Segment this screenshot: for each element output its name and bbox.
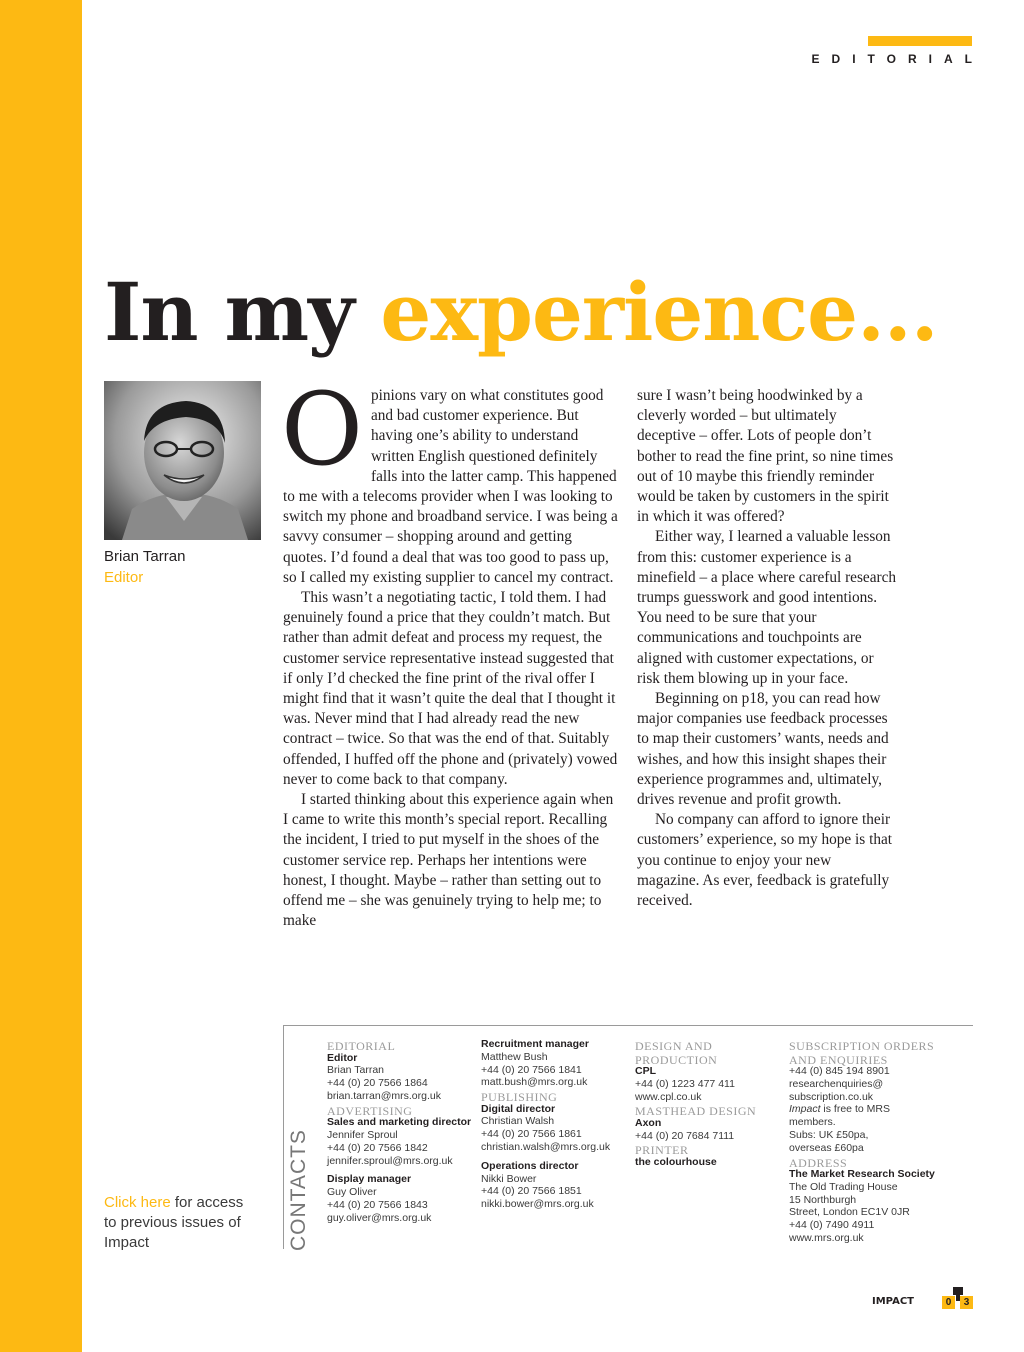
article-paragraph: This wasn’t a negotiating tactic, I told them. I had genuinely found a price that they couldn’t match. But rather than admit defeat and process my request, the customer service representative instead suggested that if only I’d checked the fine print of the rival offer I might find that it wasn’t quite the deal that I thought it was. Never mind that I had already read the new contract – twice. So that was the end of that. Suitably offended, I huffed off the phone and (privately) vowed never to come back to that company.: [283, 589, 618, 788]
contacts-rule-top: [283, 1025, 973, 1026]
contacts-column-subscriptions: [789, 1038, 939, 1245]
contacts-heading: MASTHEAD DESIGN: [635, 1104, 757, 1119]
subscription-note: members.: [789, 1116, 836, 1129]
contact-email[interactable]: matt.bush@mrs.org.uk: [481, 1076, 588, 1089]
contact-email[interactable]: researchenquiries@: [789, 1077, 884, 1090]
archive-text: for access to previous issues of Impact: [104, 1194, 244, 1251]
contact-email[interactable]: nikki.bower@mrs.org.uk: [481, 1198, 594, 1211]
contacts-heading: PUBLISHING: [481, 1090, 558, 1105]
page-digit: 0: [942, 1296, 955, 1309]
contact-role: Recruitment manager: [481, 1038, 589, 1050]
contacts-heading: DESIGN AND: [635, 1039, 713, 1053]
folio-brand: IMPACT: [872, 1296, 914, 1307]
article-paragraph: No company can afford to ignore their customers’ experience, so my hope is that you continue to enjoy your new magazine. As ever, feedback is gratefully received.: [637, 811, 893, 910]
contact-phone: +44 (0) 20 7684 7111: [635, 1129, 735, 1142]
contact-phone: +44 (0) 20 7566 1851: [481, 1185, 582, 1198]
contact-email[interactable]: subscription.co.uk: [789, 1090, 874, 1103]
article-column-1: [281, 371, 618, 931]
contacts-heading: PRINTER: [635, 1143, 689, 1158]
contact-email[interactable]: guy.oliver@mrs.org.uk: [327, 1211, 432, 1224]
contact-name: Guy Oliver: [327, 1186, 377, 1199]
article-paragraph: Beginning on p18, you can read how major companies use feedback processes to map their customers’ wants, needs and wishes, and how this insight shapes their experience programmes and, ultimately, drives revenue and profit growth.: [637, 690, 889, 809]
contact-name: Matthew Bush: [481, 1050, 548, 1063]
contacts-heading: ADVERTISING: [327, 1103, 413, 1118]
contact-company: Axon: [635, 1116, 662, 1129]
contact-phone: +44 (0) 7490 4911: [789, 1219, 875, 1232]
article-paragraph: I started thinking about this experience again when I came to write this month’s special report. Recalling the incident, I tried to put myself in the shoes of the customer service rep. Perhaps her intentions were honest, I thought. Maybe – rather than setting out to offend me – she was genuinely trying to help me; to make: [283, 791, 614, 930]
subscription-price: overseas £60pa: [789, 1141, 864, 1154]
contact-phone: +44 (0) 20 7566 1861: [481, 1128, 582, 1141]
article-paragraph: pinions vary on what constitutes good and bad customer experience. But having one’s ability to understand written English questioned definitely falls into the latter camp. This happened to me with a telecoms provider when I was looking to switch my phone and broadband service. I was being a savvy consumer – shopping around and getting quotes. I’d found a deal that was too good to pass up, so I called my existing supplier to cancel my contract.: [283, 387, 618, 586]
contact-role: Display manager: [327, 1173, 412, 1186]
t-mark-stem: [956, 1293, 960, 1301]
contact-name: Brian Tarran: [327, 1064, 385, 1077]
contacts-heading: ADDRESS: [789, 1155, 848, 1170]
contact-company: CPL: [635, 1065, 656, 1077]
contact-phone: +44 (0) 20 7566 1864: [327, 1077, 428, 1090]
contacts-column-production: [635, 1038, 785, 1169]
subscription-price: Subs: UK £50pa,: [789, 1128, 869, 1141]
contact-role: Editor: [327, 1051, 358, 1064]
article-paragraph: sure I wasn’t being hoodwinked by a cleverly worded – but ultimately deceptive – offer. Lots of people don’t bother to read the fine print, so nine times out of 10 maybe this friendly reminder would be taken by customers in the spirit in which it was offered?: [637, 387, 894, 526]
contact-name: Jennifer Sproul: [327, 1128, 398, 1141]
contacts-heading: EDITORIAL: [327, 1039, 396, 1053]
contact-name: Nikki Bower: [481, 1172, 537, 1185]
side-color-band: [0, 0, 82, 1352]
contact-phone: +44 (0) 1223 477 411: [635, 1077, 735, 1090]
drop-cap: O: [281, 371, 363, 488]
contact-web[interactable]: www.mrs.org.uk: [789, 1232, 864, 1245]
editor-name: Brian Tarran: [104, 548, 186, 565]
contact-role: Digital director: [481, 1102, 556, 1115]
section-label: EDITORIAL: [811, 52, 984, 66]
contact-phone: +44 (0) 20 7566 1841: [481, 1063, 582, 1076]
contacts-heading: PRODUCTION: [635, 1052, 718, 1067]
contacts-rule-left: [283, 1025, 284, 1249]
contact-email[interactable]: brian.tarran@mrs.org.uk: [327, 1089, 441, 1102]
archive-link[interactable]: Click here: [104, 1194, 171, 1211]
contact-phone: +44 (0) 20 7566 1842: [327, 1141, 428, 1154]
contact-email[interactable]: jennifer.sproul@mrs.org.uk: [327, 1154, 453, 1167]
editor-role: Editor: [104, 569, 144, 586]
contacts-heading: SUBSCRIPTION ORDERS: [789, 1039, 935, 1053]
address-line: The Old Trading House: [789, 1180, 898, 1193]
editor-photo: [104, 381, 261, 540]
contact-company: the colourhouse: [635, 1155, 717, 1168]
contact-email[interactable]: christian.walsh@mrs.org.uk: [481, 1141, 611, 1154]
brand-name: Impact: [789, 1103, 821, 1116]
contact-web[interactable]: www.cpl.co.uk: [635, 1090, 702, 1103]
header-accent-bar: [868, 36, 972, 46]
article-column-2: [637, 386, 897, 911]
subscription-note: Impact is free to MRS: [789, 1103, 890, 1116]
headline-lead: In my: [104, 265, 381, 359]
contact-role: Sales and marketing director: [327, 1116, 472, 1129]
article-paragraph: Either way, I learned a valuable lesson from this: customer experience is a minefield – a place where careful research trumps guesswork and good intentions. You need to be sure that your communications and touchpoints are aligned with customer expectations, or risk them blowing up in your face.: [637, 528, 897, 687]
contacts-column-editorial: [327, 1038, 477, 1225]
contact-name: Christian Walsh: [481, 1115, 555, 1128]
address-org: The Market Research Society: [789, 1168, 935, 1181]
page-number: [942, 1287, 974, 1309]
contacts-title: CONTACTS: [287, 1129, 310, 1251]
archive-note: [104, 1193, 254, 1253]
headline-accent: experience...: [380, 265, 938, 359]
contact-phone: +44 (0) 20 7566 1843: [327, 1198, 428, 1211]
page-digit: 3: [960, 1296, 973, 1309]
address-line: Street, London EC1V 0JR: [789, 1206, 910, 1219]
headline: [104, 262, 938, 362]
contacts-column-recruitment: [481, 1038, 631, 1211]
contact-phone: +44 (0) 845 194 8901: [789, 1065, 890, 1077]
contact-role: Operations director: [481, 1159, 579, 1172]
contacts-heading: AND ENQUIRIES: [789, 1052, 888, 1067]
address-line: 15 Northburgh: [789, 1193, 857, 1206]
